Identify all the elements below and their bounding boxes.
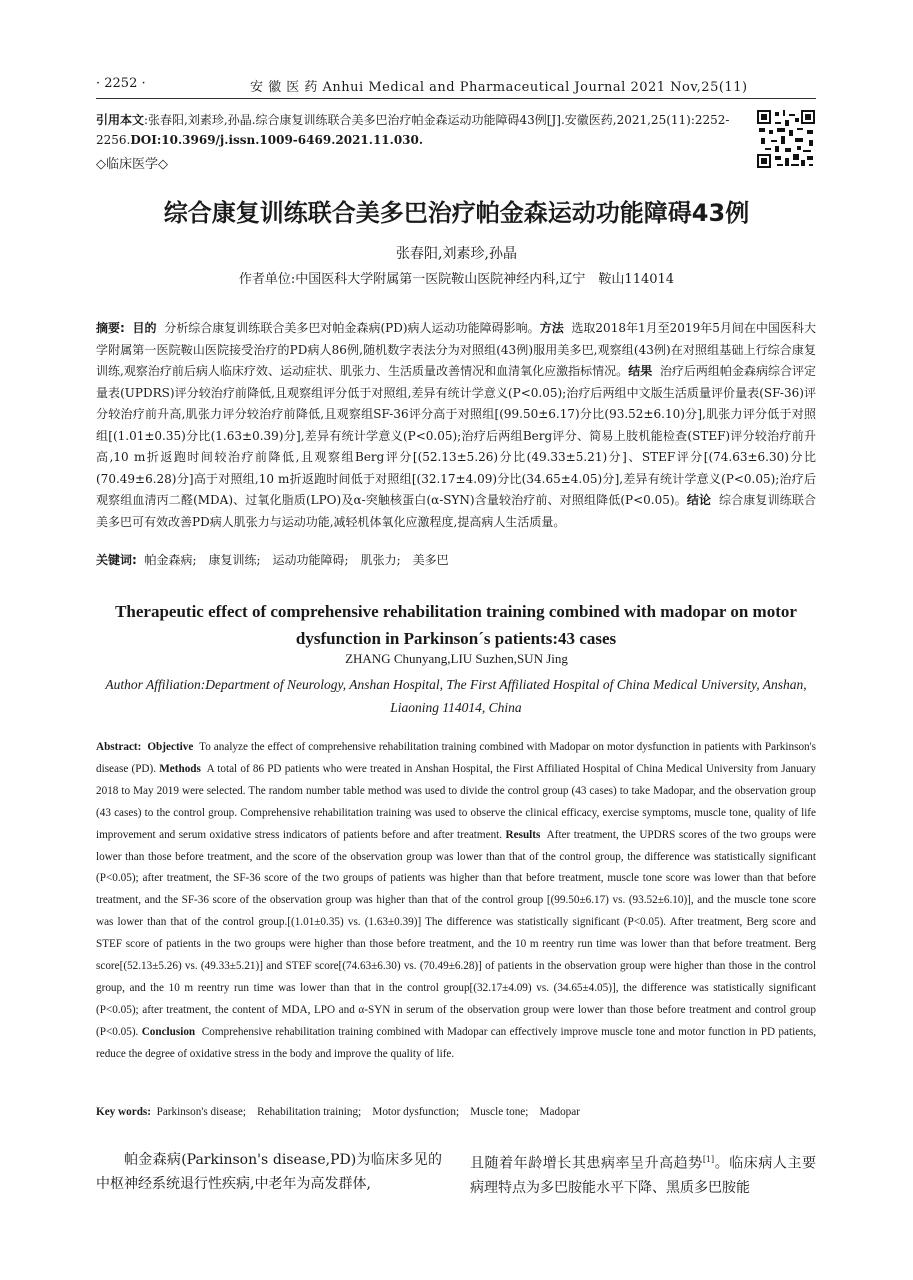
citation-text: :张春阳,刘素珍,孙晶.综合康复训练联合美多巴治疗帕金森运动功能障碍43例[J].安徽医药,2021,25(11):2252-2256. xyxy=(96,113,730,147)
citation-label: 引用本文 xyxy=(96,113,145,127)
title-en: Therapeutic effect of comprehensive rehabilitation training combined with madopar on motor dysfunction in Parkinson´s patients:43 cases xyxy=(115,602,797,648)
keywords-cn-label: 关键词: xyxy=(96,553,137,567)
body-right-text-b: 。临床病人主要病理特点为多巴胺能水平下降、黑质多巴胺能 xyxy=(470,1155,817,1196)
abstract-en-conclusion: Comprehensive rehabilitation training combined with Madopar can effectively improve muscle tone and motor function in PD patients, reduce the degree of oxidative stress in the body and improve the quality of life. xyxy=(96,1025,817,1060)
affiliation-en: Author Affiliation:Department of Neurology, Anshan Hospital, The First Affiliated Hospital of China Medical University, Anshan, Liaoning 114014, China xyxy=(105,677,807,715)
keywords-en xyxy=(96,1103,816,1119)
body-text-left: 帕金森病(Parkinson's disease,PD)为临床多见的中枢神经系统退行性疾病,中老年为高发群体, xyxy=(96,1152,442,1192)
abstract-cn-results-label: 结果 xyxy=(628,364,653,378)
abstract-en-methods: A total of 86 PD patients who were treated in Anshan Hospital, the First Affiliated Hospital of China Medical University from January 2018 to May 2019 were selected. The random number table method was used to divide the control group (43 cases) to take Madopar, and the observation group (43 cases) to the control group. Comprehensive rehabilitation training was used to observe the clinical efficacy, exercise symptoms, muscle tone, quality of life improvement and serum oxidative stress indicators of patients before and after treatment. xyxy=(96,762,817,841)
body-text-right xyxy=(470,1148,816,1200)
title-cn: 综合康复训练联合美多巴治疗帕金森运动功能障碍43例 xyxy=(163,199,750,227)
abstract-en-objective: To analyze the effect of comprehensive rehabilitation training combined with Madopar on motor dysfunction in patients with Parkinson's disease (PD). xyxy=(96,741,816,775)
abstract-cn-results: 治疗后两组帕金森病综合评定量表(UPDRS)评分较治疗前降低,且观察组评分低于对照组,差异有统计学意义(P<0.05);治疗后两组中文版生活质量评价量表(SF-36)评分较治疗前升高,肌张力评分较治疗前降低,且观察组SF-36评分高于对照组[(99.50±6.17)分比(93.52±6.10)分],肌张力评分低于对照组[(1.01±0.35)分比(1.63±0.39)分],差异有统计学意义(P<0.05);治疗后两组Berg评分、简易上肢机能检查(STEF)评分较治疗前升高,10 m折返跑时间较治疗前降低,且观察组Berg评分[(52.13±5.26)分比(49.33±5.21)分]、STEF评分[(74.63±6.30)分比(70.49±6.28)分]高于对照组,10 m折返跑时间低于对照组[(32.17±4.09)分比(34.65±4.05)分],差异有统计学意义(P<0.05);治疗后观察组血清丙二醛(MDA)、过氧化脂质(LPO)及α-突触核蛋白(α-SYN)含量较治疗前、对照组降低(P<0.05)。 xyxy=(96,364,816,507)
reference-marker[interactable]: [1] xyxy=(702,1155,715,1164)
abstract-cn-methods: 选取2018年1月至2019年5月间在中国医科大学附属第一医院鞍山医院接受治疗的PD病人86例,随机数字表法分为对照组(43例)服用美多巴,观察组(43例)在对照组基础上行综合康复训练,观察治疗前后病人临床疗效、运动症状、肌张力、生活质量改善情况和血清氧化应激指标情况。 xyxy=(96,321,816,378)
abstract-cn-conclusion-label: 结论 xyxy=(686,493,712,507)
authors-cn: 张春阳,刘素珍,孙晶 xyxy=(396,246,517,262)
qr-code-icon xyxy=(757,110,815,168)
keywords-en-label: Key words: xyxy=(96,1106,151,1118)
citation-block xyxy=(96,110,746,150)
abstract-en-objective-label: Objective xyxy=(147,741,194,753)
abstract-en-results-label: Results xyxy=(505,828,541,841)
column-tag: ◇临床医学◇ xyxy=(96,157,168,172)
abstract-cn-objective: 分析综合康复训练联合美多巴对帕金森病(PD)病人运动功能障碍影响。 xyxy=(164,321,540,335)
citation-doi: DOI:10.3969/j.issn.1009-6469.2021.11.030. xyxy=(130,133,424,147)
abstract-en-results: After treatment, the UPDRS scores of the two groups were lower than those before treatment, and the score of the observation group was lower than that of the control group, the difference was statistically significant (P<0.05); after treatment, the SF-36 score of the two groups of patients was higher than that before treatment, muscle tone score was lower than that before treatment, and the SF-36 score of the observation group was higher than that of the control group [(99.50±6.17) vs. (93.52±6.10)], and the muscle tone score was lower than that of the control group.[(1.01±0.35) vs. (1.63±0.39)] The difference was statistically significant (P<0.05). After treatment, Berg score and STEF score of patients in the two groups were higher than those before treatment, and the 10 m reentry run time was lower than that before treatment. Berg score[(52.13±5.26) vs. (49.33±5.21)] and STEF score[(74.63±6.30) vs. (70.49±6.28)] of patients in the observation group were higher than those in the control group, and the 10 m reentry run time was lower than that in the control group[(32.17±4.09) vs. (34.65±4.05)], the difference was statistically significant (P<0.05); after treatment, the content of MDA, LPO and α-SYN in serum of the observation group were lower than those before treatment and control group (P<0.05). xyxy=(96,828,817,1038)
authors-en: ZHANG Chunyang,LIU Suzhen,SUN Jing xyxy=(345,651,568,666)
abstract-cn-conclusion: 综合康复训练联合美多巴可有效改善PD病人肌张力与运动功能,减轻机体氧化应激程度,提高病人生活质量。 xyxy=(96,493,816,529)
body-right-text-a: 且随着年龄增长其患病率呈升高趋势 xyxy=(470,1155,703,1172)
abstract-en xyxy=(96,737,816,1066)
abstract-en-label: Abstract: xyxy=(96,741,142,753)
keywords-cn-text: 帕金森病; 康复训练; 运动功能障碍; 肌张力; 美多巴 xyxy=(144,553,449,567)
affiliation-cn: 作者单位:中国医科大学附属第一医院鞍山医院神经内科,辽宁 鞍山114014 xyxy=(238,272,675,287)
page-number: · 2252 · xyxy=(96,76,146,91)
abstract-cn xyxy=(96,318,816,533)
abstract-en-methods-label: Methods xyxy=(159,762,201,775)
abstract-en-conclusion-label: Conclusion xyxy=(141,1025,196,1038)
abstract-cn-label: 摘要: xyxy=(96,321,125,335)
keywords-cn xyxy=(96,551,816,568)
abstract-cn-methods-label: 方法 xyxy=(539,321,564,335)
keywords-en-text: Parkinson's disease; Rehabilitation training; Motor dysfunction; Muscle tone; Madopar xyxy=(156,1106,580,1118)
abstract-cn-objective-label: 目的 xyxy=(132,321,157,335)
journal-header: 安 徽 医 药 Anhui Medical and Pharmaceutical Journal 2021 Nov,25(11) xyxy=(250,80,748,95)
